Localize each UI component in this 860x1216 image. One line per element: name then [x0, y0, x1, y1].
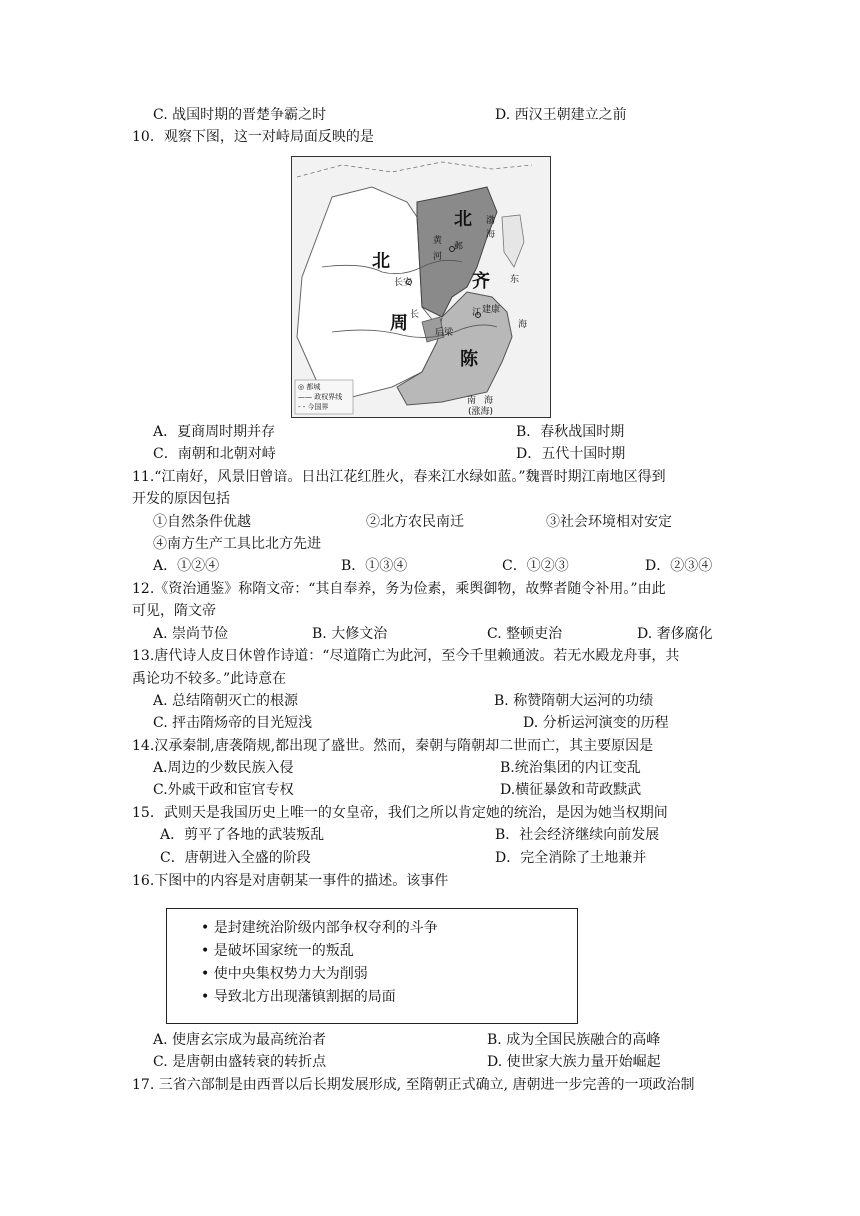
map-label-bohai-2: 海	[486, 230, 496, 240]
q13-option-d: D. 分析运河演变的历程	[523, 715, 669, 731]
q16-stem: 16.下图中的内容是对唐朝某一事件的描述。该事件	[132, 873, 449, 889]
q16-option-c: C. 是唐朝由盛转衰的转折点	[153, 1054, 327, 1070]
q9-option-d: D. 西汉王朝建立之前	[495, 107, 627, 123]
map-label-nanhai-2: 海	[484, 396, 494, 406]
map-label-dong: 东	[510, 275, 520, 285]
q10-option-a: A．夏商周时期并存	[153, 424, 276, 440]
map-label-jiankang: 建康	[482, 305, 501, 315]
map-label-ye: 邺	[454, 242, 464, 252]
q10-option-c: C．南朝和北朝对峙	[153, 446, 276, 462]
q13-option-c: C. 抨击隋炀帝的目光短浅	[153, 715, 313, 731]
map-label-bei-zhou-2: 周	[390, 313, 408, 334]
q11-option-a: A．①②④	[153, 558, 220, 574]
q12-option-a: A. 崇尚节俭	[153, 626, 229, 642]
q16-description-box	[166, 908, 578, 1024]
q11-option-c: C．①②③	[502, 558, 569, 574]
map-label-nanhai-3: (涨海)	[468, 407, 494, 417]
q15-stem: 15．武则天是我国历史上唯一的女皇帝，我们之所以肯定她的统治，是因为她当权期间	[132, 805, 668, 821]
q16-bullet-2: • 是破坏国家统一的叛乱	[201, 943, 354, 959]
q11-item-3: ③社会环境相对安定	[546, 514, 672, 530]
q12-option-b: B. 大修文治	[312, 626, 388, 642]
q11-item-1: ①自然条件优越	[153, 514, 251, 530]
q10-stem: 10．观察下图，这一对峙局面反映的是	[132, 129, 374, 145]
q14-option-c: C.外戚干政和宦官专权	[153, 782, 294, 798]
q15-option-d: D．完全消除了土地兼并	[495, 850, 647, 866]
q11-stem-line1: 11.“江南好，风景旧曾谙。日出江花红胜火，春来江水绿如蓝。”魏晋时期江南地区得到	[132, 469, 666, 485]
map-label-hai: 海	[518, 320, 528, 330]
map-label-changan: 长安	[394, 278, 413, 288]
q15-option-b: B．社会经济继续向前发展	[495, 827, 660, 843]
map-label-bei-qi-2: 齐	[472, 271, 490, 292]
map-label-bohai-1: 渤	[486, 216, 496, 226]
q12-option-d: D. 奢侈腐化	[637, 626, 713, 642]
q14-stem: 14.汉承秦制,唐袭隋规,都出现了盛世。然而，秦朝与隋朝却二世而亡，其主要原因是	[132, 738, 654, 754]
map-legend-capital: ◎ 都城	[298, 383, 321, 391]
q13-option-b: B. 称赞隋朝大运河的功绩	[494, 693, 654, 709]
map-label-chang: 长	[410, 310, 420, 320]
map-label-huanghe-1: 黄	[433, 236, 443, 246]
q11-option-b: B．①③④	[341, 558, 408, 574]
q11-option-d: D．②③④	[645, 558, 713, 574]
q12-stem-line1: 12.《资治通鉴》称隋文帝：“其自奉养，务为俭素，乘舆御物，故弊者随令补用。”由此	[132, 581, 666, 597]
q15-option-a: A．剪平了各地的武装叛乱	[160, 827, 325, 843]
q10-option-d: D．五代十国时期	[516, 446, 626, 462]
q16-bullet-1: • 是封建统治阶级内部争权夺利的斗争	[201, 920, 438, 936]
q12-stem-line2: 可见，隋文帝	[132, 603, 216, 619]
map-label-jiang: 江	[472, 308, 482, 318]
q11-stem-line2: 开发的原因包括	[132, 491, 230, 507]
q13-stem-line1: 13.唐代诗人皮日休曾作诗道：“尽道隋亡为此河，至今千里赖通波。若无水殿龙舟事，共	[132, 648, 680, 664]
q10-option-b: B．春秋战国时期	[516, 424, 625, 440]
q12-option-c: C. 整顿吏治	[487, 626, 563, 642]
map-graphic	[292, 157, 550, 417]
q9-option-c: C. 战国时期的晋楚争霸之时	[153, 107, 327, 123]
q16-bullet-3: • 使中央集权势力大为削弱	[201, 966, 368, 982]
map-label-nanhai-1: 南	[467, 396, 477, 406]
q13-option-a: A. 总结隋朝灭亡的根源	[153, 693, 299, 709]
q15-option-c: C．唐朝进入全盛的阶段	[160, 850, 311, 866]
q14-option-d: D.横征暴敛和苛政黩武	[500, 782, 642, 798]
q13-stem-line2: 禹论功不较多。”此诗意在	[132, 671, 287, 687]
map-label-bei-zhou-1: 北	[372, 251, 390, 272]
q14-option-a: A.周边的少数民族入侵	[153, 760, 294, 776]
q16-option-b: B. 成为全国民族融合的高峰	[487, 1032, 661, 1048]
north-south-dynasties-map	[291, 156, 551, 418]
q16-option-a: A. 使唐玄宗成为最高统治者	[153, 1032, 327, 1048]
map-legend-border: —— 政权界线	[298, 393, 343, 401]
q17-stem: 17. 三省六部制是由西晋以后长期发展形成, 至隋朝正式确立, 唐朝进一步完善的一项政治制	[132, 1077, 695, 1093]
map-label-houliang: 后梁	[435, 328, 454, 338]
q16-option-d: D. 使世家大族力量开始崛起	[487, 1054, 661, 1070]
q11-item-2: ②北方农民南迁	[366, 514, 464, 530]
q11-item-4: ④南方生产工具比北方先进	[153, 536, 321, 552]
q16-bullet-4: • 导致北方出现藩镇割据的局面	[201, 989, 396, 1005]
map-label-huanghe-2: 河	[433, 252, 443, 262]
q14-option-b: B.统治集团的内讧变乱	[500, 760, 641, 776]
map-label-chen: 陈	[460, 349, 478, 370]
map-label-bei-qi-1: 北	[454, 209, 472, 230]
map-legend-modern: - - 今国界	[298, 403, 329, 411]
